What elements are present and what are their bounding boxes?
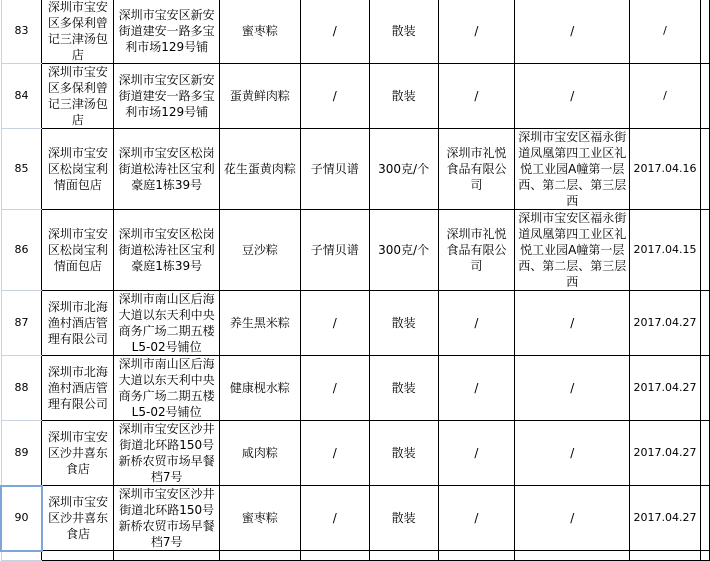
product-name-cell[interactable]: 蛋黄鲜肉粽 <box>220 64 301 129</box>
row-number-cell[interactable]: 83 <box>1 0 42 64</box>
store-address-cell[interactable]: 深圳市南山区后海大道以东天利中央商务广场二期五楼L5-02号铺位 <box>114 356 220 421</box>
row-number-cell[interactable]: 84 <box>1 64 42 129</box>
store-name-cell[interactable]: 深圳市北海渔村酒店管理有限公司 <box>42 291 114 356</box>
table-row[interactable] <box>1 421 710 486</box>
table-row[interactable] <box>1 64 710 129</box>
production-date-cell[interactable]: 2017.04.27 <box>630 356 701 421</box>
product-name-cell[interactable]: 健康枧水粽 <box>220 356 301 421</box>
store-address-cell[interactable]: 深圳市宝安区新安街道建安一路多宝利市场129号铺 <box>114 64 220 129</box>
product-name-cell[interactable]: 豆沙粽 <box>220 210 301 291</box>
row-number-cell[interactable]: 86 <box>1 210 42 291</box>
manufacturer-address-cell[interactable]: / <box>515 291 630 356</box>
store-address-cell[interactable]: 深圳市南山区后海大道以东天利中央商务广场二期五楼L5-02号铺位 <box>114 291 220 356</box>
production-date-cell[interactable]: / <box>630 0 701 64</box>
store-name-cell[interactable]: 深圳市宝安区沙井喜东食店 <box>42 421 114 486</box>
manufacturer-cell[interactable]: / <box>438 291 515 356</box>
table-row[interactable] <box>1 129 710 210</box>
empty-cell[interactable] <box>700 129 709 210</box>
empty-cell[interactable] <box>515 551 630 561</box>
empty-cell[interactable] <box>369 551 438 561</box>
production-date-cell[interactable]: / <box>630 64 701 129</box>
store-name-cell[interactable]: 深圳市宝安区多保利曾记三津汤包店 <box>42 0 114 64</box>
store-address-cell[interactable]: 深圳市宝安区沙井街道北环路150号新桥农贸市场早餐档7号 <box>114 486 220 551</box>
row-number-cell[interactable] <box>1 551 42 561</box>
manufacturer-cell[interactable]: / <box>438 0 515 64</box>
production-date-cell[interactable]: 2017.04.27 <box>630 486 701 551</box>
product-name-cell[interactable]: 花生蛋黄肉粽 <box>220 129 301 210</box>
empty-cell[interactable] <box>300 551 369 561</box>
empty-cell[interactable] <box>700 356 709 421</box>
brand-cell[interactable]: / <box>300 356 369 421</box>
row-number-cell[interactable]: 88 <box>1 356 42 421</box>
row-number-cell[interactable]: 89 <box>1 421 42 486</box>
empty-cell[interactable] <box>700 291 709 356</box>
spec-cell[interactable]: 散装 <box>369 421 438 486</box>
brand-cell[interactable]: / <box>300 0 369 64</box>
brand-cell[interactable]: / <box>300 486 369 551</box>
empty-cell[interactable] <box>42 551 114 561</box>
production-date-cell[interactable]: 2017.04.27 <box>630 291 701 356</box>
empty-cell[interactable] <box>700 210 709 291</box>
spec-cell[interactable]: 散装 <box>369 0 438 64</box>
spec-cell[interactable]: 散装 <box>369 64 438 129</box>
product-name-cell[interactable]: 蜜枣粽 <box>220 486 301 551</box>
empty-cell[interactable] <box>700 64 709 129</box>
row-number-cell[interactable]: 87 <box>1 291 42 356</box>
empty-cell[interactable] <box>630 551 701 561</box>
store-name-cell[interactable]: 深圳市宝安区松岗宝利情面包店 <box>42 129 114 210</box>
brand-cell[interactable]: 子情贝谱 <box>300 210 369 291</box>
spec-cell[interactable]: 散装 <box>369 486 438 551</box>
manufacturer-address-cell[interactable]: / <box>515 356 630 421</box>
manufacturer-address-cell[interactable]: / <box>515 486 630 551</box>
row-number-cell[interactable]: 90 <box>1 486 42 551</box>
store-name-cell[interactable]: 深圳市宝安区松岗宝利情面包店 <box>42 210 114 291</box>
brand-cell[interactable]: / <box>300 421 369 486</box>
store-address-cell[interactable]: 深圳市宝安区松岗街道松涛社区宝利豪庭1栋39号 <box>114 210 220 291</box>
product-name-cell[interactable]: 咸肉粽 <box>220 421 301 486</box>
store-name-cell[interactable]: 深圳市宝安区沙井喜东食店 <box>42 486 114 551</box>
table-row[interactable] <box>1 486 710 551</box>
manufacturer-address-cell[interactable]: 深圳市宝安区福永街道凤凰第四工业区礼悦工业园A幢第一层西、第二层、第三层西 <box>515 210 630 291</box>
product-name-cell[interactable]: 养生黑米粽 <box>220 291 301 356</box>
table-body <box>1 0 710 561</box>
manufacturer-address-cell[interactable]: / <box>515 421 630 486</box>
store-address-cell[interactable]: 深圳市宝安区新安街道建安一路多宝利市场129号铺 <box>114 0 220 64</box>
empty-cell[interactable] <box>700 486 709 551</box>
production-date-cell[interactable]: 2017.04.15 <box>630 210 701 291</box>
spec-cell[interactable]: 散装 <box>369 356 438 421</box>
store-address-cell[interactable]: 深圳市宝安区松岗街道松涛社区宝利豪庭1栋39号 <box>114 129 220 210</box>
empty-cell[interactable] <box>700 551 709 561</box>
product-name-cell[interactable]: 蜜枣粽 <box>220 0 301 64</box>
table-row[interactable] <box>1 210 710 291</box>
manufacturer-cell[interactable]: 深圳市礼悦食品有限公司 <box>438 210 515 291</box>
empty-cell[interactable] <box>700 421 709 486</box>
manufacturer-cell[interactable]: / <box>438 486 515 551</box>
manufacturer-address-cell[interactable]: 深圳市宝安区福永街道凤凰第四工业区礼悦工业园A幢第一层西、第二层、第三层西 <box>515 129 630 210</box>
table-row[interactable] <box>1 551 710 561</box>
manufacturer-cell[interactable]: / <box>438 356 515 421</box>
manufacturer-address-cell[interactable]: / <box>515 0 630 64</box>
spec-cell[interactable]: 300克/个 <box>369 129 438 210</box>
production-date-cell[interactable]: 2017.04.16 <box>630 129 701 210</box>
empty-cell[interactable] <box>220 551 301 561</box>
table-row[interactable] <box>1 356 710 421</box>
manufacturer-address-cell[interactable]: / <box>515 64 630 129</box>
empty-cell[interactable] <box>700 0 709 64</box>
manufacturer-cell[interactable]: / <box>438 64 515 129</box>
spec-cell[interactable]: 散装 <box>369 291 438 356</box>
row-number-cell[interactable]: 85 <box>1 129 42 210</box>
brand-cell[interactable]: 子情贝谱 <box>300 129 369 210</box>
store-address-cell[interactable]: 深圳市宝安区沙井街道北环路150号新桥农贸市场早餐档7号 <box>114 421 220 486</box>
store-name-cell[interactable]: 深圳市宝安区多保利曾记三津汤包店 <box>42 64 114 129</box>
brand-cell[interactable]: / <box>300 291 369 356</box>
spec-cell[interactable]: 300克/个 <box>369 210 438 291</box>
table-row[interactable] <box>1 0 710 64</box>
table-row[interactable] <box>1 291 710 356</box>
empty-cell[interactable] <box>438 551 515 561</box>
brand-cell[interactable]: / <box>300 64 369 129</box>
manufacturer-cell[interactable]: / <box>438 421 515 486</box>
empty-cell[interactable] <box>114 551 220 561</box>
manufacturer-cell[interactable]: 深圳市礼悦食品有限公司 <box>438 129 515 210</box>
store-name-cell[interactable]: 深圳市北海渔村酒店管理有限公司 <box>42 356 114 421</box>
production-date-cell[interactable]: 2017.04.27 <box>630 421 701 486</box>
